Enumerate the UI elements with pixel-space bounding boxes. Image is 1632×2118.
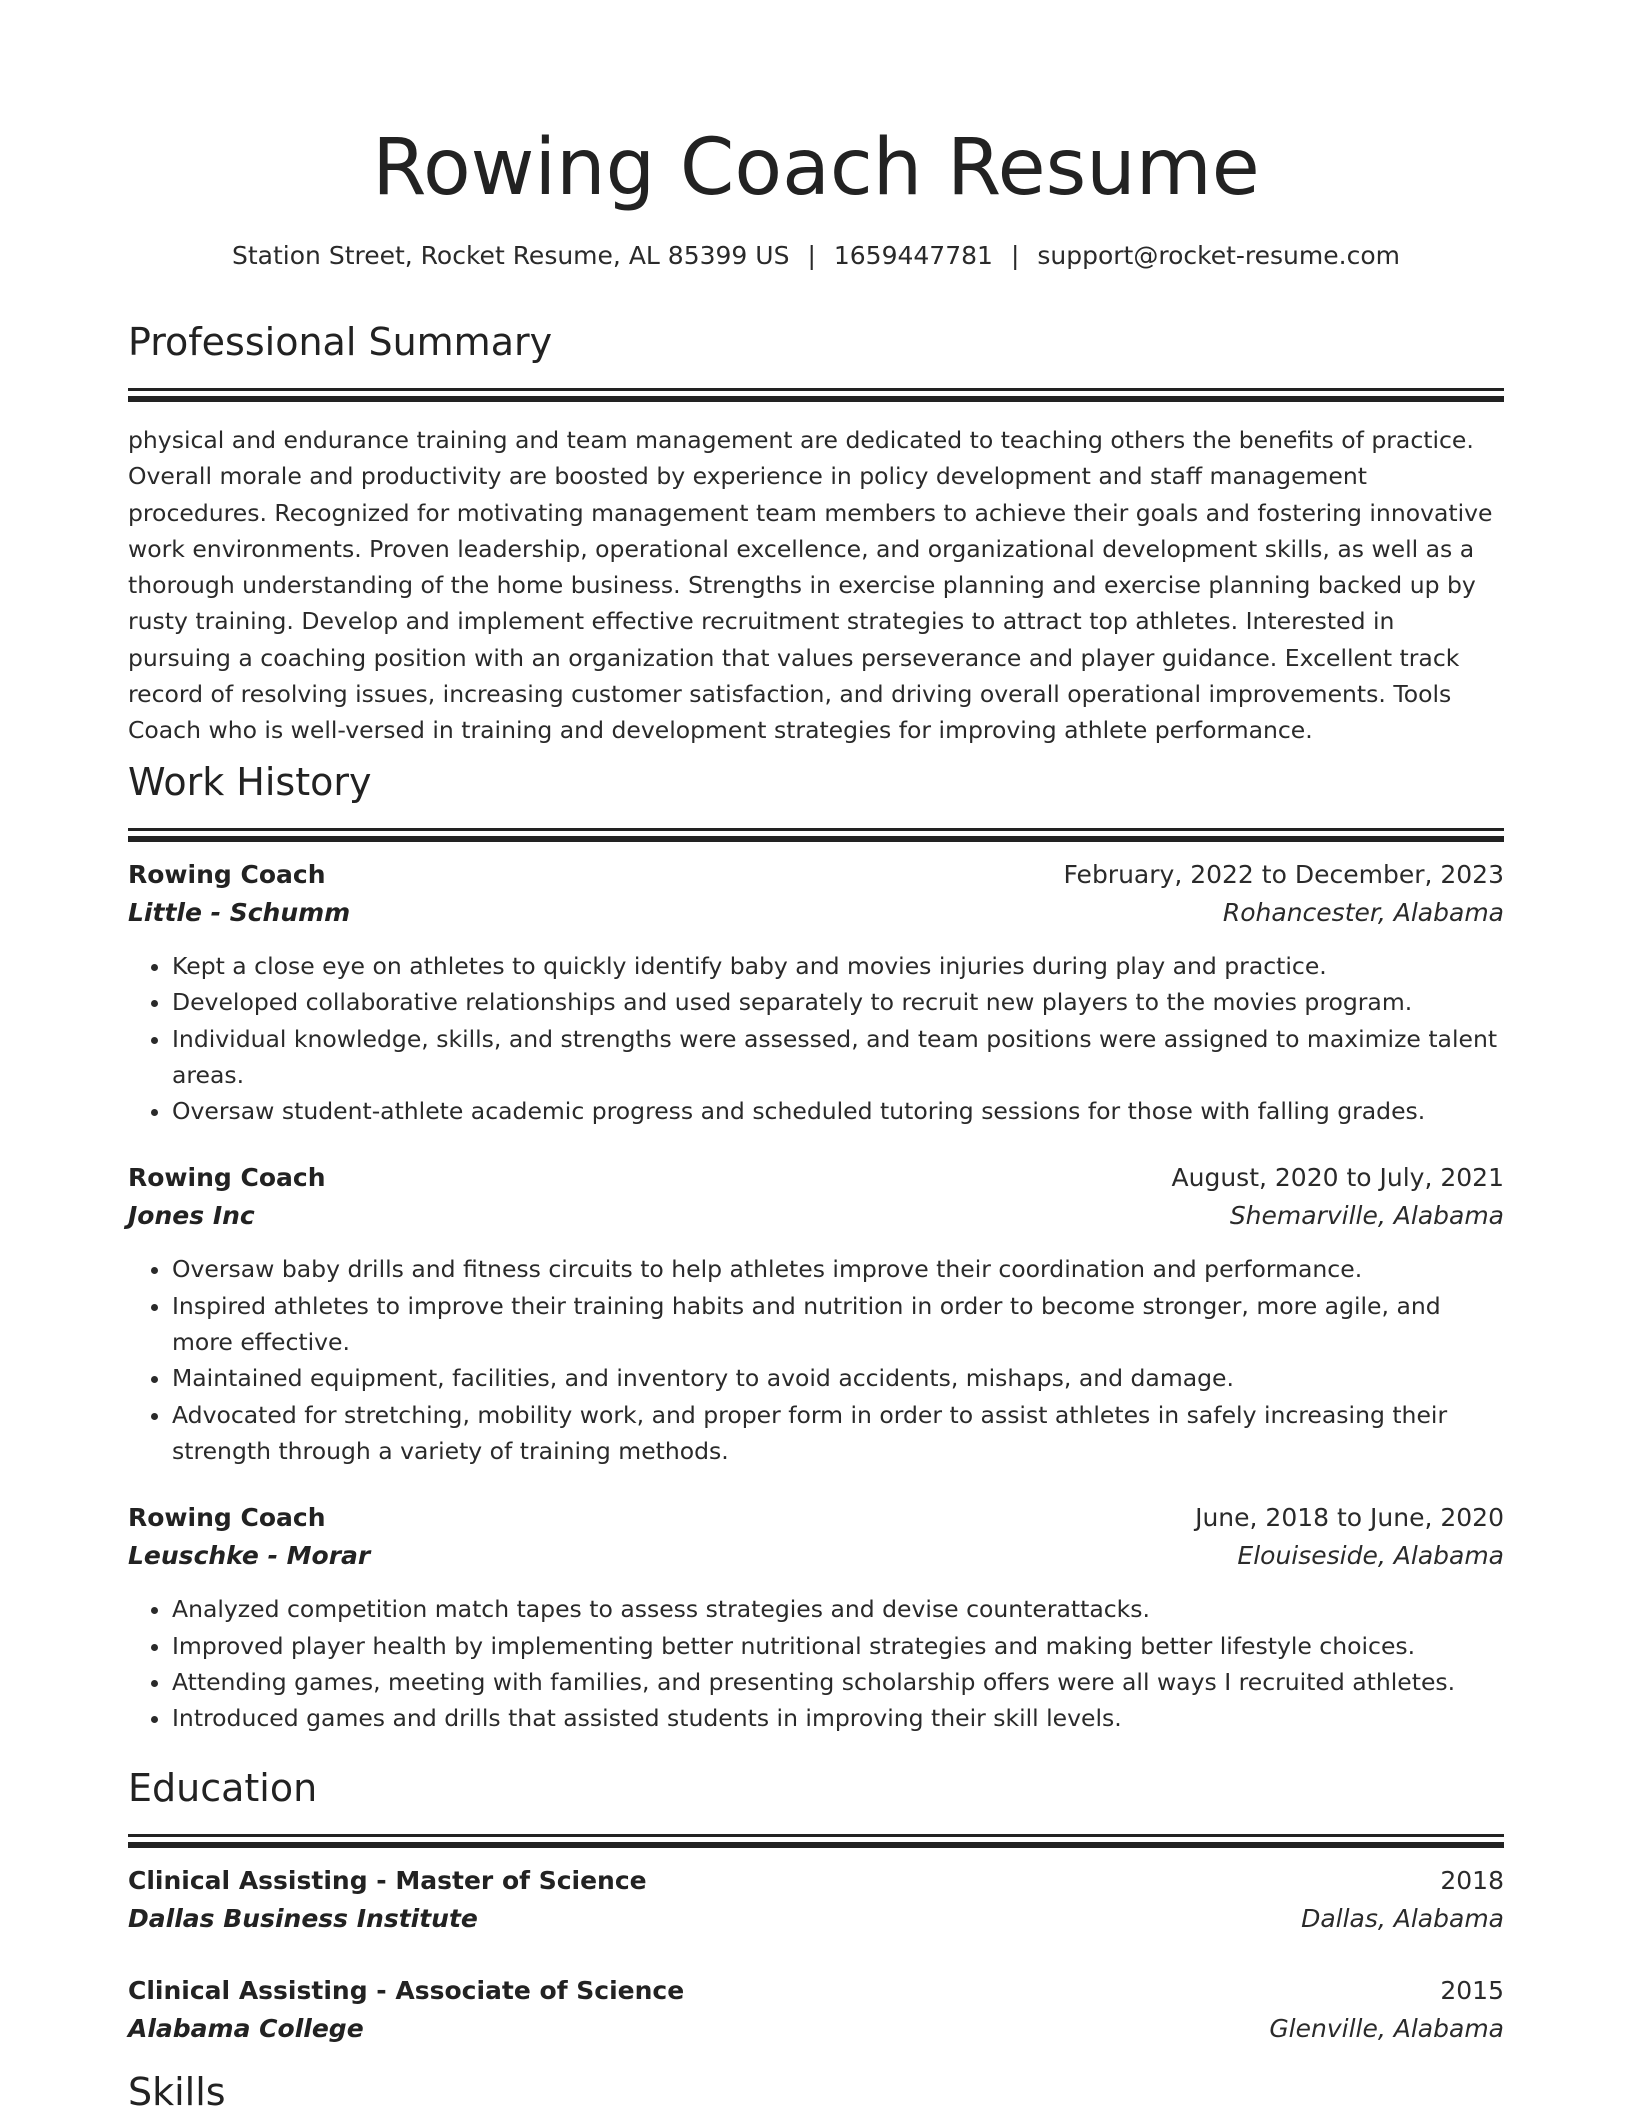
- contact-phone: 1659447781: [833, 241, 993, 270]
- education-section: [128, 1762, 1504, 2048]
- contact-separator: |: [1010, 241, 1020, 270]
- job-title: Rowing Coach: [128, 860, 326, 889]
- job-title: Rowing Coach: [128, 1163, 326, 1193]
- education-degree: Clinical Assisting - Associate of Science: [128, 1976, 685, 2005]
- education-location: Glenville, Alabama: [1269, 2014, 1504, 2043]
- education-entry: [128, 1972, 1504, 2048]
- job-company: Leuschke - Morar: [128, 1541, 371, 1571]
- job-entry: [128, 856, 1504, 1129]
- resume-title: Rowing Coach Resume: [372, 123, 1260, 213]
- contact-email: support@rocket-resume.com: [1037, 241, 1400, 270]
- job-location: Elouiseside, Alabama: [1237, 1541, 1504, 1571]
- job-bullet: • Introduced games and drills that assisted students in improving their skill levels.: [172, 1700, 1504, 1736]
- job-location: Shemarville, Alabama: [1229, 1201, 1504, 1231]
- job-bullet: • Kept a close eye on athletes to quickly identify baby and movies injuries during play and practice.: [172, 948, 1504, 984]
- job-bullets: [128, 1591, 1504, 1736]
- work-history-section: [128, 756, 1504, 1736]
- job-bullet: • Attending games, meeting with families, and presenting scholarship offers were all ways I recruited athletes.: [172, 1664, 1504, 1700]
- summary-text: physical and endurance training and team management are dedicated to teaching others the benefits of practice. Overall morale and productivity are boosted by experience in policy development and staff management procedures. Recognized for motivating management team members to achieve their goals and fostering innovative work environments. Proven leadership, operational excellence, and organizational development skills, as well as a thorough understanding of the home business. Strengths in exercise planning and exercise planning backed up by rusty training. Develop and implement effective recruitment strategies to attract top athletes. Interested in pursuing a coaching position with an organization that values perseverance and player guidance. Excellent track record of resolving issues, increasing customer satisfaction, and driving overall operational improvements. Tools Coach who is well-versed in training and development strategies for improving athlete performance.: [128, 426, 1493, 745]
- job-bullet: • Individual knowledge, skills, and strengths were assessed, and team positions were assigned to maximize talent areas.: [172, 1021, 1504, 1094]
- job-bullet: • Inspired athletes to improve their training habits and nutrition in order to become stronger, more agile, and more effective.: [172, 1288, 1504, 1361]
- section-rule: [128, 836, 1504, 842]
- job-location: Rohancester, Alabama: [1222, 898, 1504, 927]
- section-title-work-history: Work History: [128, 760, 372, 804]
- section-rule: [128, 1834, 1504, 1837]
- education-year: 2015: [1440, 1976, 1504, 2005]
- section-rule: [128, 1842, 1504, 1848]
- job-entry: [128, 1499, 1504, 1736]
- education-location: Dallas, Alabama: [1301, 1904, 1504, 1933]
- section-title-summary: Professional Summary: [128, 320, 553, 364]
- job-dates: June, 2018 to June, 2020: [1195, 1503, 1504, 1533]
- job-dates: February, 2022 to December, 2023: [1063, 860, 1504, 889]
- contact-separator: |: [807, 241, 816, 270]
- job-bullets: [128, 948, 1504, 1129]
- job-title: Rowing Coach: [128, 1503, 326, 1533]
- section-rule: [128, 388, 1504, 391]
- section-title-education: Education: [128, 1766, 318, 1810]
- contact-line: [128, 238, 1504, 274]
- job-company: Jones Inc: [128, 1201, 255, 1231]
- job-entry: [128, 1159, 1504, 1469]
- job-bullet: • Advocated for stretching, mobility work, and proper form in order to assist athletes in safely increasing their strength through a variety of training methods.: [172, 1397, 1504, 1470]
- job-bullet: • Improved player health by implementing better nutritional strategies and making better lifestyle choices.: [172, 1628, 1504, 1664]
- job-dates: August, 2020 to July, 2021: [1171, 1163, 1504, 1193]
- section-rule: [128, 828, 1504, 831]
- job-bullet: • Developed collaborative relationships and used separately to recruit new players to the movies program.: [172, 984, 1504, 1020]
- summary-section: [128, 316, 1504, 749]
- job-bullet: • Oversaw baby drills and fitness circuits to help athletes improve their coordination and performance.: [172, 1251, 1504, 1287]
- job-bullets: [128, 1251, 1504, 1469]
- job-bullet: • Maintained equipment, facilities, and inventory to avoid accidents, mishaps, and damage.: [172, 1360, 1504, 1396]
- job-company: Little - Schumm: [128, 898, 351, 927]
- education-school: Alabama College: [128, 2014, 364, 2043]
- job-bullet: • Analyzed competition match tapes to assess strategies and devise counterattacks.: [172, 1591, 1504, 1627]
- skills-section: [128, 2066, 1504, 2118]
- job-bullet: • Oversaw student-athlete academic progress and scheduled tutoring sessions for those with falling grades.: [172, 1093, 1504, 1129]
- section-title-skills: Skills: [128, 2070, 226, 2114]
- education-degree: Clinical Assisting - Master of Science: [128, 1866, 647, 1895]
- section-rule: [128, 396, 1504, 402]
- education-entry: [128, 1862, 1504, 1938]
- education-school: Dallas Business Institute: [128, 1904, 478, 1933]
- contact-address: Station Street, Rocket Resume, AL 85399 US: [232, 241, 790, 270]
- education-year: 2018: [1440, 1866, 1504, 1895]
